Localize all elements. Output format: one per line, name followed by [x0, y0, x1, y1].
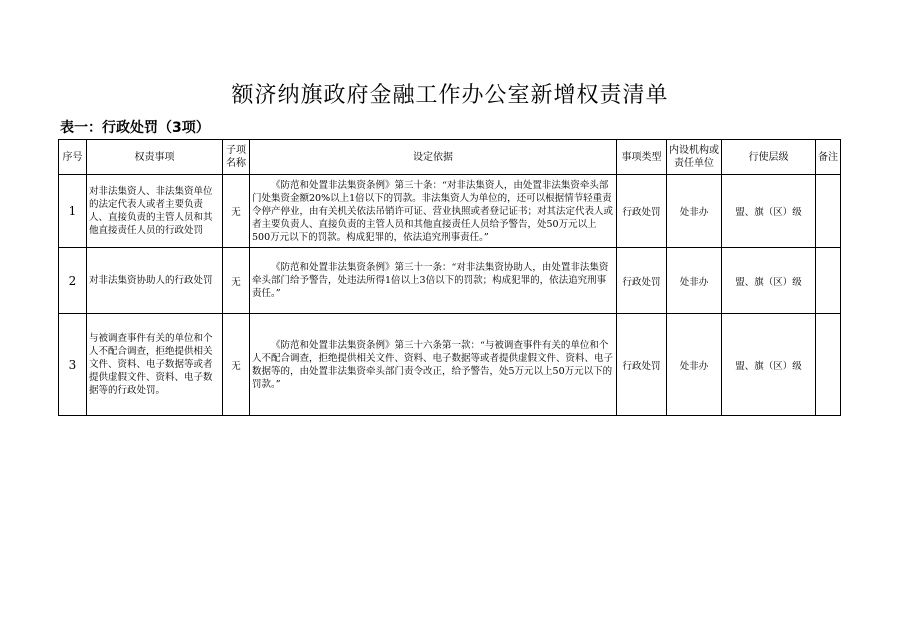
row-basis-text: 《防范和处置非法集资条例》第三十条：“对非法集资人，由处置非法集资牵头部门处集资金额20%以上1倍以下的罚款。非法集资人为单位的，还可以根据情节轻重责令停产停业，由有关机关依法吊销许可证、营业执照或者登记证书；对其法定代表人或者主要负责人、直接负责的主管人员和其他直接责任人员给予警告，处50万元以上500万元以下的罚款。构成犯罪的，依法追究刑事责任。” — [252, 179, 614, 243]
row-note — [816, 314, 841, 416]
table-row — [59, 248, 841, 314]
row-unit: 处非办 — [667, 175, 722, 248]
row-type: 行政处罚 — [617, 248, 667, 314]
row-seq: 1 — [59, 175, 87, 248]
row-item: 与被调查事件有关的单位和个人不配合调查，拒绝提供相关文件、资料、电子数据等或者提供虚假文件、资料、电子数据等的行政处罚。 — [87, 314, 223, 416]
row-basis: 《防范和处置非法集资条例》第三十一条：“对非法集资协助人，由处置非法集资牵头部门给予警告，处违法所得1倍以上3倍以下的罚款；构成犯罪的，依法追究刑事责任。” — [250, 248, 617, 314]
row-seq: 3 — [59, 314, 87, 416]
row-basis — [250, 175, 617, 248]
responsibility-table — [58, 139, 841, 416]
row-item: 对非法集资人、非法集资单位的法定代表人或者主要负责人、直接负责的主管人员和其他直接责任人员的行政处罚 — [87, 175, 223, 248]
row-level: 盟、旗（区）级 — [722, 175, 816, 248]
header-note: 备注 — [816, 140, 841, 175]
header-sub: 子项名称 — [223, 140, 250, 175]
table-row — [59, 314, 841, 416]
row-sub: 无 — [223, 314, 250, 416]
header-basis: 设定依据 — [250, 140, 617, 175]
row-seq: 2 — [59, 248, 87, 314]
row-level: 盟、旗（区）级 — [722, 248, 816, 314]
header-unit: 内设机构或责任单位 — [667, 140, 722, 175]
header-seq: 序号 — [59, 140, 87, 175]
row-sub: 无 — [223, 248, 250, 314]
row-note — [816, 248, 841, 314]
table-row — [59, 175, 841, 248]
row-basis: 《防范和处置非法集资条例》第三十六条第一款：“与被调查事件有关的单位和个人不配合调查，拒绝提供相关文件、资料、电子数据等或者提供虚假文件、资料、电子数据等的，由处置非法集资牵头部门责令改正，给予警告，处5万元以上50万元以下的罚款。” — [250, 314, 617, 416]
row-unit: 处非办 — [667, 248, 722, 314]
row-level: 盟、旗（区）级 — [722, 314, 816, 416]
header-level: 行使层级 — [722, 140, 816, 175]
row-type: 行政处罚 — [617, 314, 667, 416]
page-title: 额济纳旗政府金融工作办公室新增权责清单 — [231, 83, 669, 108]
row-sub: 无 — [223, 175, 250, 248]
row-unit: 处非办 — [667, 314, 722, 416]
table-subtitle: 表一：行政处罚（3项） — [60, 120, 210, 136]
row-type: 行政处罚 — [617, 175, 667, 248]
header-item: 权责事项 — [87, 140, 223, 175]
row-note — [816, 175, 841, 248]
header-type: 事项类型 — [617, 140, 667, 175]
row-item: 对非法集资协助人的行政处罚 — [87, 248, 223, 314]
header-row — [59, 140, 841, 175]
